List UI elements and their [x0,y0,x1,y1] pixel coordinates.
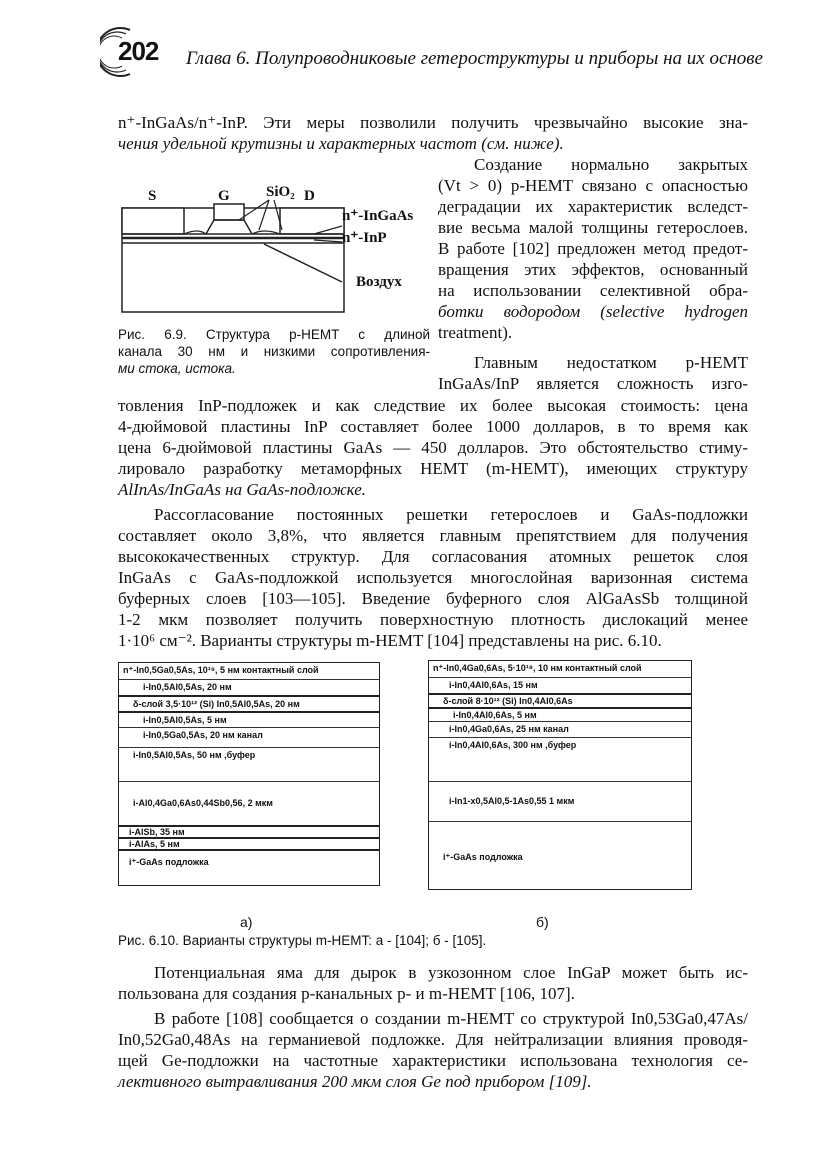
figure-6-9 [114,184,434,320]
layer-row: δ-слой 3,5·10¹² (Si) In0,5Al0,5As, 20 нм [119,695,379,713]
text-line: В работе [102] предложен метод предот- [438,239,748,258]
text-line: щей Ge-подложки на частотные характеристики использована технология се- [118,1051,748,1070]
layer-row: i-In0,4Ga0,6As, 25 нм канал [429,721,691,738]
layer-row: i⁺-GaAs подложка [429,821,691,890]
caption-line: Рис. 6.9. Структура p-HEMT с длиной [118,327,430,342]
caption-line: ми стока, истока. [118,361,236,376]
text-line: Создание нормально закрытых [474,155,748,174]
paragraph-5 [118,962,748,1004]
label-source: S [148,188,157,204]
layer-row: i-In0,5Ga0,5As, 20 нм канал [119,727,379,748]
text-line: AlInAs/InGaAs на GaAs-подложке. [118,480,367,499]
text-line: вие весьма малой толщины гетерослоев. [438,218,748,237]
layer-row: i-In1-x0,5Al0,5-1As0,55 1 мкм [429,781,691,822]
layer-row: i-AlAs, 5 нм [119,837,379,851]
text-line: 1-2 мкм позволяет получить поверхностную плотность дислокаций менее [118,610,748,629]
figure-6-10-caption [118,932,748,949]
layer-row: n⁺-In0,5Ga0,5As, 10¹⁹, 5 нм контактный слой [123,665,319,675]
text-line: 4-дюймовой пластины InP составляет более 1000 долларов, в то время как [118,417,748,436]
label-drain: D [304,188,315,204]
figure-6-10-table-b [428,660,692,890]
text-line: 1·10⁶ см⁻². Варианты структуры m-HEMT [104] представлены на рис. 6.10. [118,631,662,650]
layer-row: i⁺-GaAs подложка [119,849,379,887]
label-gate: G [218,188,230,204]
label-air: Воздух [356,274,402,290]
layer-row: i-In0,4Al0,6As, 5 нм [429,707,691,723]
layer-row: i-Al0,4Ga0,6As0,44Sb0,56, 2 мкм [119,781,379,826]
layer-row: i-In0,5Al0,5As, 50 нм ,буфер [119,747,379,782]
layer-row: i-AlSb, 35 нм [119,825,379,839]
figure-6-9-caption [118,326,430,377]
text-line: Рассогласование постоянных решетки гетерослоев и GaAs-подложки [154,505,748,524]
text-line: вращения этих эффектов, основанный [438,260,748,279]
text-line: In0,52Ga0,48As на германиевой подложке. Для нейтрализации влияния проводя- [118,1030,748,1049]
text-line: лировало разработку метаморфных HEMT (m-HEMT), имеющих структуру [118,459,748,478]
text-line: n⁺-InGaAs/n⁺-InP. Эти меры позволили получить чрезвычайно высокие зна- [118,113,748,132]
text-line: деградации их характеристик вследст- [438,197,748,216]
page-number-badge [100,24,170,78]
paragraph-2 [438,154,748,343]
text-line: составляет около 3,8%, что является главным препятствием для получения [118,526,748,545]
text-line: высококачественных структур. Для согласования атомных решеток слоя [118,547,748,566]
text-line: treatment). [438,323,513,342]
paragraph-1 [118,112,748,154]
text-line: Потенциальная яма для дырок в узкозонном слое InGaP может быть ис- [154,963,748,982]
text-line: InGaAs с GaAs-подложкой используется многослойная варизонная система [118,568,748,587]
paragraph-3-side [438,352,748,394]
figure-6-10-label-a: а) [240,914,253,930]
text-line: пользована для создания p-канальных p- и m-HEMT [106, 107]. [118,984,575,1003]
text-line: ботки водородом (selective hydrogen [438,302,748,321]
text-line: товления InP-подложек и как следствие их более высокая стоимость: цена [118,396,748,415]
layer-row: n⁺-In0,4Ga0,6As, 5·10¹⁸, 10 нм контактный слой [433,663,642,673]
layer-row: i-In0,4Al0,6As, 300 нм ,буфер [429,737,691,782]
text-line: на использовании селективной обра- [438,281,748,300]
layer-row: i-In0,5Al0,5As, 20 нм [119,679,379,696]
label-ingaas: n⁺-InGaAs [342,208,414,224]
paragraph-4 [118,504,748,651]
label-sio2: SiO₂ [266,184,295,200]
paragraph-3 [118,395,748,500]
text-line: В работе [108] сообщается о создании m-HEMT со структурой In0,53Ga0,47As/ [154,1009,748,1028]
caption-line: канала 30 нм и низкими сопротивления- [118,344,430,359]
text-line: чения удельной крутизны и характерных частот (см. ниже). [118,134,564,153]
text-line: цена 6-дюймовой пластины GaAs — 450 долларов. Это обстоятельство стиму- [118,438,748,457]
text-line: (Vt > 0) p-HEMT связано с опасностью [438,176,748,195]
text-line: InGaAs/InP является сложность изго- [438,374,748,393]
figure-6-10-table-a [118,662,380,886]
paragraph-6 [118,1008,748,1092]
text-line: лективного вытравливания 200 мкм слоя Ge под прибором [109]. [118,1072,592,1091]
layer-row: δ-слой 8·10¹² (Si) In0,4Al0,6As [429,693,691,709]
layer-row: i-In0,5Al0,5As, 5 нм [119,711,379,729]
caption-text: Рис. 6.10. Варианты структуры m-HEMT: а - [104]; б - [105]. [118,933,487,948]
text-line: Главным недостатком p-HEMT [474,353,748,372]
figure-6-10-label-b: б) [536,914,549,930]
text-line: буферных слоев [103—105]. Введение буферного слоя AlGaAsSb толщиной [118,589,748,608]
page-number: 202 [118,36,159,66]
running-header: Глава 6. Полупроводниковые гетероструктуры и приборы на их основе [186,48,763,69]
label-inp: n⁺-InP [342,230,387,246]
layer-row: i-In0,4Al0,6As, 15 нм [429,677,691,694]
